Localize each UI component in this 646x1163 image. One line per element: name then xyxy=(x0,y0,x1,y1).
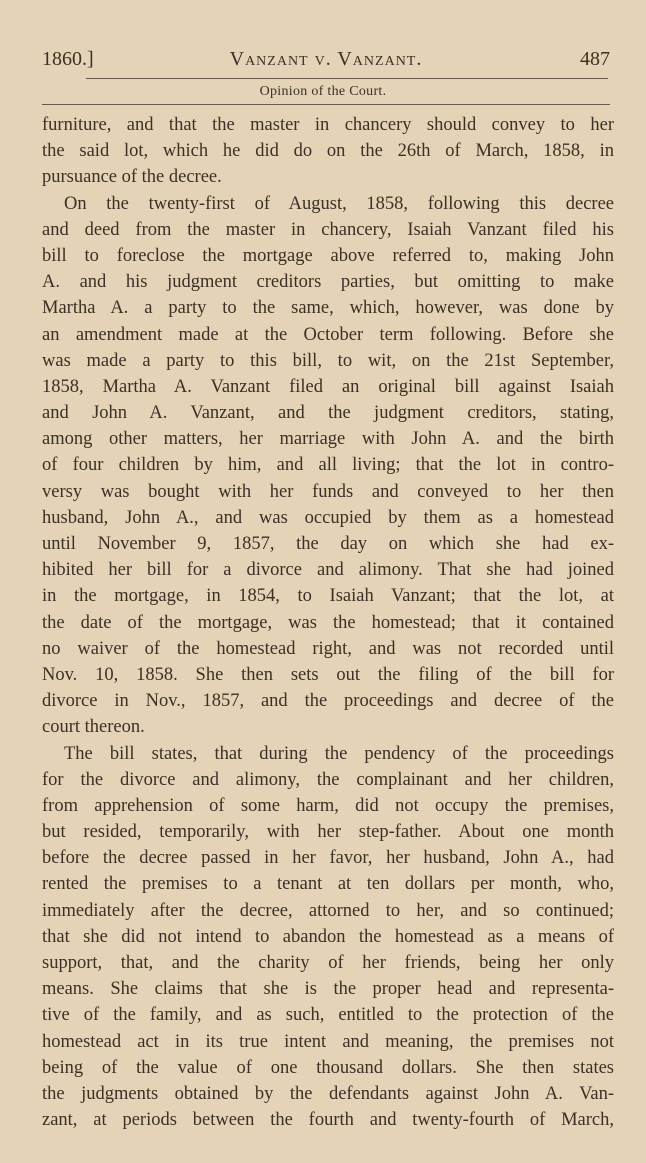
text-line: means. She claims that she is the proper head and representa- xyxy=(42,979,614,1000)
text-line: was made a party to this bill, to wit, on the 21st September, xyxy=(42,350,614,371)
text-line: hibited her bill for a divorce and alimony. That she had joined xyxy=(42,560,614,581)
text-line: and deed from the master in chancery, Isaiah Vanzant filed his xyxy=(42,219,614,240)
text-line: rented the premises to a tenant at ten dollars per month, who, xyxy=(42,874,614,895)
text-line: tive of the family, and as such, entitled to the protection of the xyxy=(42,1005,614,1026)
text-line: until November 9, 1857, the day on which she had ex- xyxy=(42,534,614,554)
text-line: court thereon. xyxy=(42,717,145,738)
text-line: divorce in Nov., 1857, and the proceedings and decree of the xyxy=(42,691,614,712)
text-line: versy was bought with her funds and conveyed to her then xyxy=(42,481,614,502)
text-line: The bill states, that during the pendency of the proceedings xyxy=(64,743,614,764)
text-line: immediately after the decree, attorned to her, and so continued; xyxy=(42,900,614,921)
text-line: Martha A. a party to the same, which, however, was done by xyxy=(42,298,614,319)
text-line: before the decree passed in her favor, her husband, John A., had xyxy=(42,848,614,869)
text-line: On the twenty-first of August, 1858, following this decree xyxy=(64,193,614,214)
text-line: no waiver of the homestead right, and was not recorded until xyxy=(42,638,614,659)
text-line: being of the value of one thousand dollars. She then states xyxy=(42,1057,614,1078)
text-line: bill to foreclose the mortgage above referred to, making John xyxy=(42,245,614,266)
text-line: for the divorce and alimony, the complainant and her children, xyxy=(42,769,614,790)
text-line: the judgments obtained by the defendants against John A. Van- xyxy=(42,1083,614,1104)
page-number: 487 xyxy=(580,48,610,70)
text-line: and John A. Vanzant, and the judgment creditors, stating, xyxy=(42,403,614,424)
text-line: but resided, temporarily, with her step-father. About one month xyxy=(42,822,614,843)
text-line: the date of the mortgage, was the homestead; that it contained xyxy=(42,612,614,633)
text-line: zant, at periods between the fourth and twenty-fourth of March, xyxy=(42,1110,614,1131)
text-line: of four children by him, and all living; that the lot in contro- xyxy=(42,455,614,476)
text-line: in the mortgage, in 1854, to Isaiah Vanzant; that the lot, at xyxy=(42,586,614,607)
body-text xyxy=(42,112,614,1133)
text-line: an amendment made at the October term following. Before she xyxy=(42,324,614,345)
text-line: that she did not intend to abandon the homestead as a means of xyxy=(42,926,614,947)
running-head-year: 1860.] xyxy=(42,48,94,70)
text-line: among other matters, her marriage with John A. and the birth xyxy=(42,429,614,450)
text-line: from apprehension of some harm, did not occupy the premises, xyxy=(42,795,614,816)
header-rule-top xyxy=(86,78,608,79)
text-line: support, that, and the charity of her friends, being her only xyxy=(42,953,614,973)
text-line: husband, John A., and was occupied by them as a homestead xyxy=(42,507,614,528)
section-heading: Opinion of the Court. xyxy=(259,84,387,99)
text-line: Nov. 10, 1858. She then sets out the filing of the bill for xyxy=(42,664,614,685)
text-line: pursuance of the decree. xyxy=(42,167,222,188)
running-head xyxy=(42,44,610,74)
text-line: furniture, and that the master in chancery should convey to her xyxy=(42,115,614,135)
running-head-title: Vanzant v. Vanzant. xyxy=(229,48,423,70)
header-rule-bottom xyxy=(42,104,610,105)
text-line: 1858, Martha A. Vanzant filed an original bill against Isaiah xyxy=(42,376,614,397)
text-line: the said lot, which he did do on the 26th of March, 1858, in xyxy=(42,141,614,162)
text-line: A. and his judgment creditors parties, but omitting to make xyxy=(42,272,614,293)
text-line: homestead act in its true intent and meaning, the premises not xyxy=(42,1031,614,1052)
